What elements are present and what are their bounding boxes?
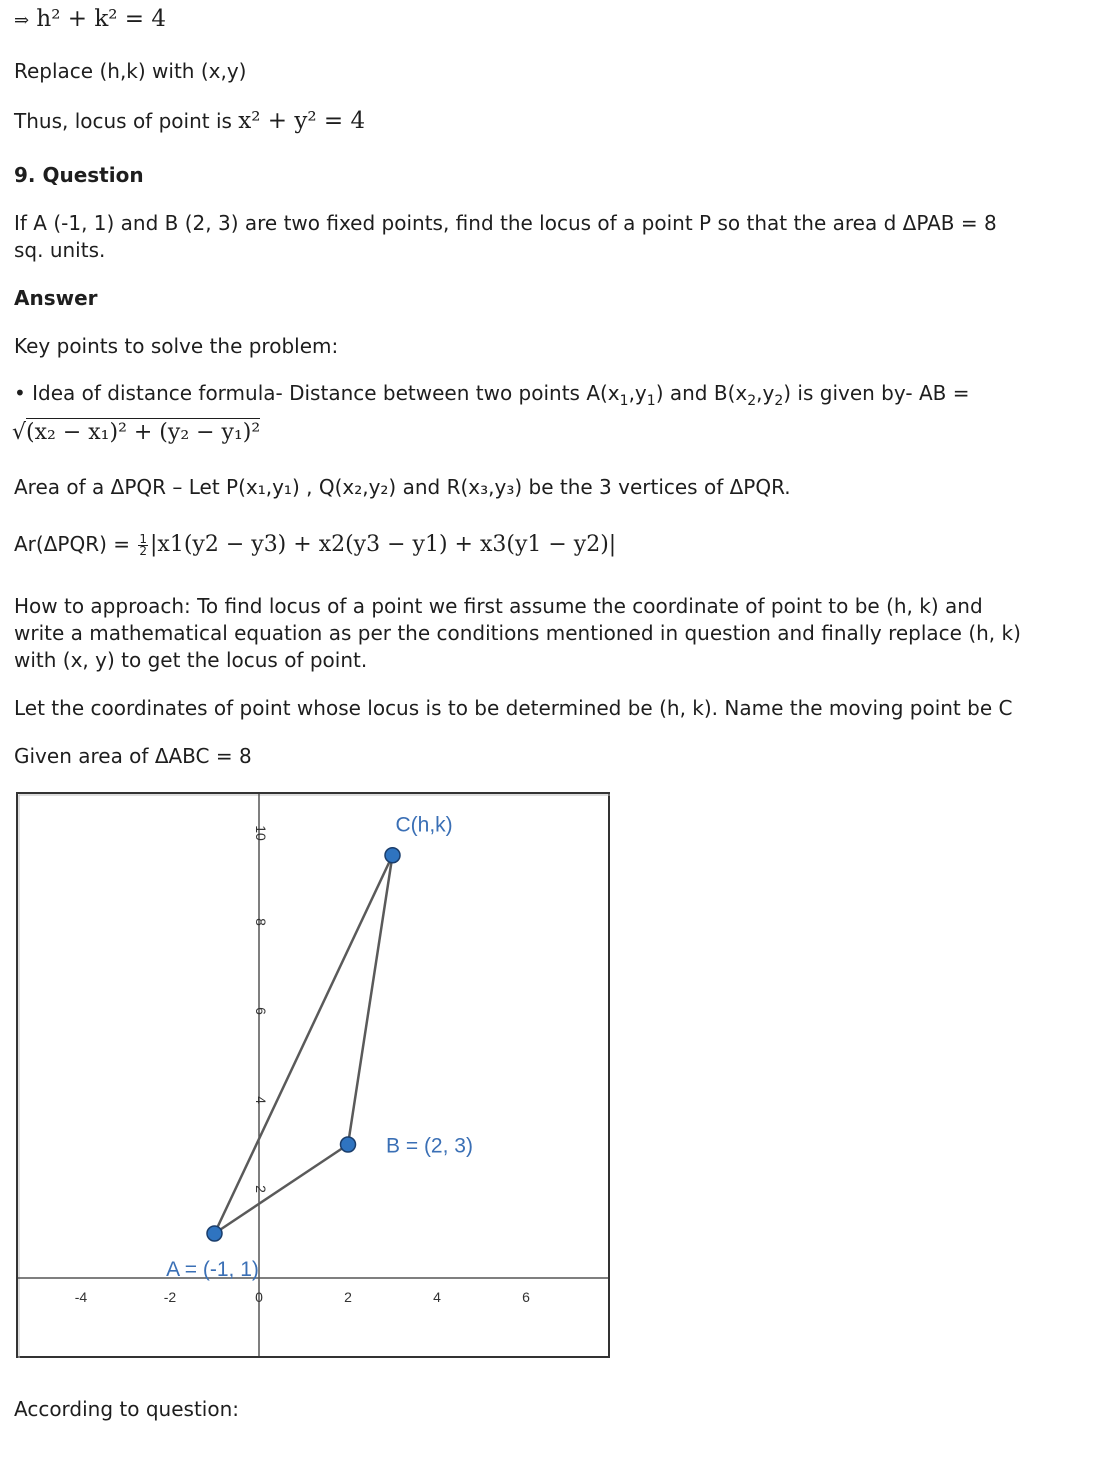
y-tick-label: 8 (253, 918, 269, 926)
approach-line-3: with (x, y) to get the locus of point. (14, 648, 368, 672)
frac-denominator: 2 (139, 544, 148, 558)
x-tick-label: 0 (255, 1289, 263, 1305)
approach-line-1: How to approach: To find locus of a point we first assume the coordinate of point to be (h, k) and (14, 594, 983, 618)
graph-svg (16, 792, 610, 1358)
thus-prefix: Thus, locus of point is (14, 109, 232, 133)
x-tick-label: 4 (433, 1289, 441, 1305)
distance-formula (12, 420, 260, 445)
distance-formula-text: (x₂ − x₁)² + (y₂ − y₁)² (26, 420, 261, 445)
point-label-C: C(h,k) (395, 813, 453, 837)
sqrt-symbol: √ (12, 420, 27, 445)
question-heading: 9. Question (14, 163, 144, 187)
thus-line (14, 108, 365, 134)
half-fraction (138, 534, 148, 557)
x-tick-label: -2 (163, 1289, 177, 1305)
area-definition-line: Area of a ΔPQR – Let P(x₁,y₁) , Q(x₂,y₂) and R(x₃,y₃) be the 3 vertices of ΔPQR. (14, 475, 791, 499)
given-area-line: Given area of ΔABC = 8 (14, 744, 252, 768)
graph-border (17, 793, 609, 1357)
y-tick-label: 4 (253, 1096, 269, 1104)
equation-h2-k2 (14, 6, 166, 32)
area-formula-line (14, 532, 616, 557)
frac-numerator: 1 (139, 532, 148, 546)
replace-line: Replace (h,k) with (x,y) (14, 59, 247, 83)
question-text-2: sq. units. (14, 238, 106, 262)
implies-symbol: ⇒ (14, 10, 30, 31)
area-prefix: Ar(ΔPQR) = (14, 532, 131, 556)
approach-line-2: write a mathematical equation as per the conditions mentioned in question and finally replace (h, k) (14, 621, 1021, 645)
point-A (207, 1226, 222, 1241)
locus-equation: x² + y² = 4 (238, 108, 366, 134)
key-points-line: Key points to solve the problem: (14, 334, 339, 358)
area-formula: |x1(y2 − y3) + x2(y3 − y1) + x3(y1 − y2)| (150, 532, 617, 557)
x-tick-label: 6 (522, 1289, 530, 1305)
let-coordinates-line: Let the coordinates of point whose locus is to be determined be (h, k). Name the moving point be C (14, 696, 1013, 720)
distance-formula-line: • Idea of distance formula- Distance between two points $A(x_1,y_1)$ and $B(x_2,y_2)$ is given by- AB = (14, 381, 970, 409)
triangle-graph (16, 792, 610, 1358)
y-tick-label: 2 (253, 1185, 269, 1193)
point-C (385, 848, 400, 863)
y-tick-label: 6 (253, 1007, 269, 1015)
question-text-1: If A (-1, 1) and B (2, 3) are two fixed points, find the locus of a point P so that the area d ΔPAB = 8 (14, 211, 997, 235)
y-tick-label: 10 (253, 825, 269, 841)
equation-text: h² + k² = 4 (36, 6, 167, 32)
point-label-A: A = (-1, 1) (166, 1258, 259, 1281)
answer-heading: Answer (14, 286, 98, 310)
distance-prefix: • Idea of distance formula- Distance between two points A(x (14, 381, 620, 405)
according-line: According to question: (14, 1397, 239, 1421)
x-tick-label: -4 (74, 1289, 88, 1305)
point-label-B: B = (2, 3) (386, 1134, 473, 1158)
x-tick-label: 2 (344, 1289, 352, 1305)
point-B (341, 1137, 356, 1152)
